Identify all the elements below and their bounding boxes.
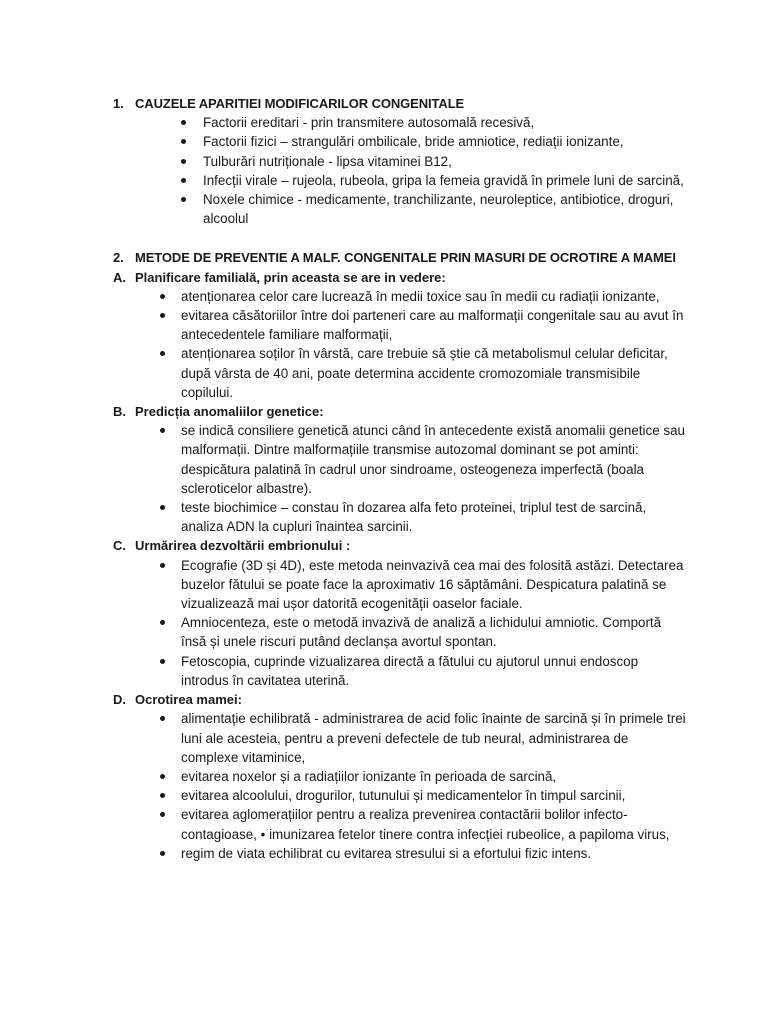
list-item: Infecții virale – rujeola, rubeola, gripa la femeia gravidă în primele luni de sarcină,	[0, 171, 768, 190]
bullet-icon	[160, 313, 165, 318]
list-item: Factorii ereditari - prin transmitere autosomală recesivă,	[0, 113, 768, 132]
list-item: Ecografie (3D și 4D), este metoda neinvazivă cea mai des folosită astăzi. Detectarea buzelor fătului se poate face la aproximativ 16 săptămâni. Despicatura palatină se vizualizează mai ușor datorită ecogenității oaselor faciale.	[0, 556, 768, 614]
bullet-icon	[160, 351, 165, 356]
list-item: atenționarea soților în vârstă, care trebuie să știe că metabolismul celular deficitar, după vârsta de 40 ani, poate determina accidente cromozomiale transmisibile copilului.	[0, 344, 768, 402]
list-item: alimentație echilibrată - administrarea de acid folic înainte de sarcină și în primele trei luni ale acesteia, pentru a preveni defectele de tub neural, administrarea de complexe vitaminice,	[0, 709, 768, 767]
list-item: regim de viata echilibrat cu evitarea stresului si a efortului fizic intens.	[0, 844, 768, 863]
list-item: evitarea noxelor și a radiațiilor ionizante în perioada de sarcină,	[0, 767, 768, 786]
subsection-b-list	[0, 421, 768, 536]
bullet-icon	[160, 774, 165, 779]
subsection-d-letter: D.	[113, 692, 126, 708]
list-item: atenționarea celor care lucrează în medii toxice sau în medii cu radiații ionizante,	[0, 287, 768, 306]
section-2-heading	[0, 248, 768, 267]
section-1-list	[0, 113, 768, 228]
bullet-icon	[181, 197, 186, 202]
subsection-a-heading	[0, 268, 768, 287]
bullet-icon	[160, 716, 165, 721]
subsection-d-list	[0, 709, 768, 863]
list-item: teste biochimice – constau în dozarea alfa feto proteinei, triplul test de sarcină, analiza ADN la cupluri înaintea sarcinii.	[0, 498, 768, 536]
subsection-c-heading	[0, 536, 768, 555]
bullet-icon	[160, 428, 165, 433]
list-item: Factorii fizici – strangulări ombilicale, bride amniotice, rediații ionizante,	[0, 132, 768, 151]
subsection-b-heading	[0, 402, 768, 421]
section-1-heading	[0, 94, 768, 113]
list-item: evitarea aglomerațiilor pentru a realiza prevenirea contactării bolilor infecto-contagioase, • imunizarea fetelor tinere contra infecției rubeolice, a papiloma virus,	[0, 805, 768, 843]
section-2-title: METODE DE PREVENTIE A MALF. CONGENITALE PRIN MASURI DE OCROTIRE A MAMEI	[135, 250, 676, 266]
list-item: evitarea căsătoriilor între doi parteneri care au malformații congenitale sau au avut în antecedentele familiare malformații,	[0, 306, 768, 344]
list-item: Fetoscopia, cuprinde vizualizarea directă a fătului cu ajutorul unnui endoscop introdus în cavitatea uterină.	[0, 652, 768, 690]
list-item: Amniocenteza, este o metodă invazivă de analiză a lichidului amniotic. Comportă însă și unele riscuri putând declanșa avortul spontan.	[0, 613, 768, 651]
bullet-icon	[160, 851, 165, 856]
subsection-d-title: Ocrotirea mamei:	[135, 692, 242, 708]
subsection-c-letter: C.	[113, 538, 126, 554]
bullet-icon	[160, 812, 165, 817]
subsection-c-title: Urmărirea dezvoltării embrionului :	[135, 538, 351, 554]
list-item: Noxele chimice - medicamente, tranchilizante, neuroleptice, antibiotice, droguri, alcoolul	[0, 190, 768, 228]
bullet-icon	[160, 505, 165, 510]
section-2-number: 2.	[113, 250, 124, 266]
bullet-icon	[160, 563, 165, 568]
subsection-a-title: Planificare familială, prin aceasta se are in vedere:	[135, 269, 446, 285]
bullet-icon	[181, 178, 186, 183]
subsection-d-heading	[0, 690, 768, 709]
subsection-a-list	[0, 287, 768, 402]
bullet-icon	[160, 294, 165, 299]
section-1-number: 1.	[113, 96, 124, 111]
section-1-title: CAUZELE APARITIEI MODIFICARILOR CONGENITALE	[135, 96, 465, 111]
subsection-a-letter: A.	[113, 269, 126, 285]
list-item: Tulburări nutriționale - lipsa vitaminei B12,	[0, 152, 768, 171]
bullet-icon	[181, 159, 186, 164]
subsection-c-list	[0, 556, 768, 690]
subsection-b-title: Predicția anomaliilor genetice:	[135, 404, 324, 420]
subsection-b-letter: B.	[113, 404, 126, 420]
bullet-icon	[160, 620, 165, 625]
list-item: evitarea alcoolului, drogurilor, tutunului și medicamentelor în timpul sarcinii,	[0, 786, 768, 805]
bullet-icon	[160, 793, 165, 798]
bullet-icon	[181, 120, 186, 125]
bullet-icon	[181, 139, 186, 144]
list-item: se indică consiliere genetică atunci când în antecedente există anomalii genetice sau malformații. Dintre malformațiile transmise autozomal dominant se pot aminti: despicătura palatină în cadrul unor sindroame, osteogeneza imperfectă (boala scleroticelor albastre).	[0, 421, 768, 498]
bullet-icon	[160, 659, 165, 664]
